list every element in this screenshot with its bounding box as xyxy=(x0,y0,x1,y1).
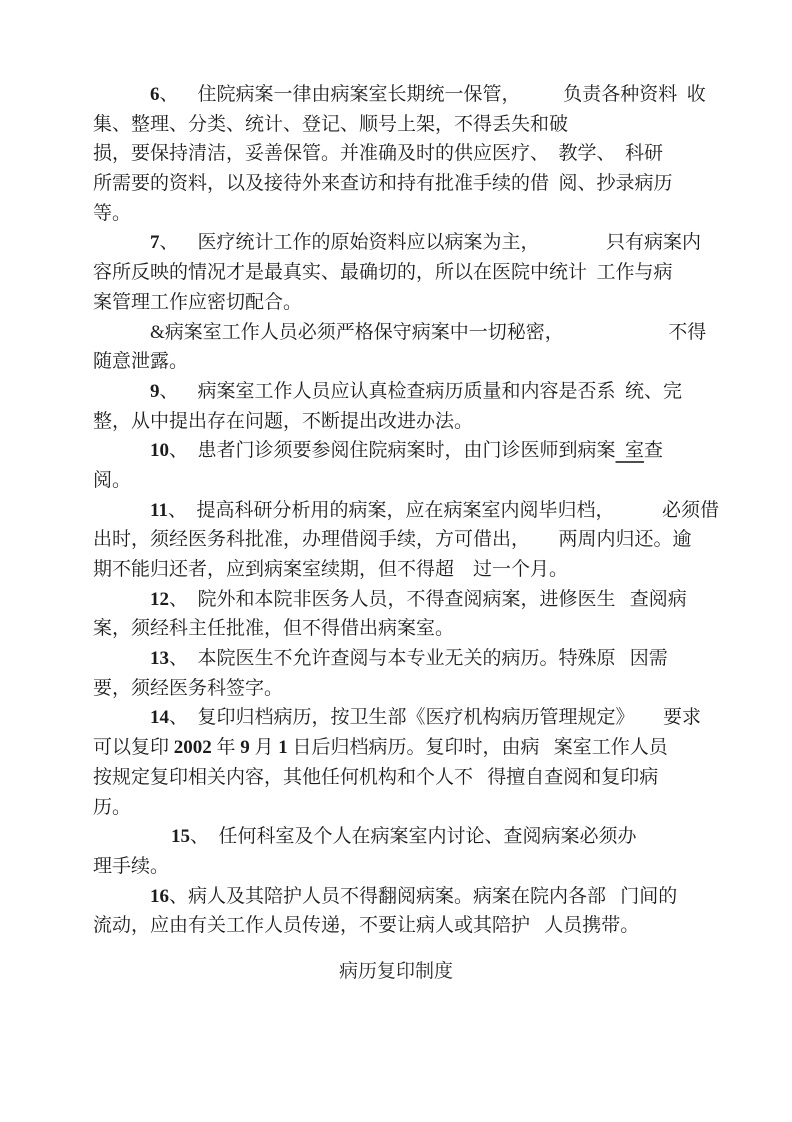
underlined-text: 室 xyxy=(615,440,645,462)
document-line xyxy=(93,80,718,110)
document-content xyxy=(93,80,718,941)
document-line xyxy=(93,169,718,199)
bold-number: 11 xyxy=(150,499,168,521)
bold-number: 9 xyxy=(240,737,250,759)
text-run: 流动，应由有关工作人员传递，不要让病人或其陪护 人员携带。 xyxy=(93,915,640,937)
text-run: 理手续。 xyxy=(93,855,170,877)
paragraph xyxy=(93,228,718,317)
document-line xyxy=(93,882,718,912)
document-line xyxy=(93,674,718,704)
document-line xyxy=(93,911,718,941)
text-run: 、 病案室工作人员应认真检查病历质量和内容是否系 统、完 xyxy=(159,380,683,402)
text-run: 出时，须经医务科批准，办理借阅手续，方可借出， 两周内归还。逾 xyxy=(93,529,692,551)
bold-number: 6 xyxy=(150,84,160,105)
text-run: 损，要保持清洁，妥善保管。并准确及时的供应医疗、 教学、 科研 xyxy=(93,143,664,165)
bold-number: 1 xyxy=(278,737,288,759)
document-line xyxy=(93,585,718,615)
bold-number: 15 xyxy=(171,826,190,848)
text-run: &病案室工作人员必须严格保守病案中一切秘密， 不得 xyxy=(150,321,707,343)
document-line xyxy=(93,496,718,526)
text-run: 容所反映的情况才是最真实、最确切的，所以在医院中统计 工作与病 xyxy=(93,262,673,284)
text-run: 等。 xyxy=(93,202,132,224)
bold-number: 9 xyxy=(150,380,160,402)
text-run: 、 本院医生不允许查阅与本专业无关的病历。特殊原 因需 xyxy=(169,648,668,670)
text-run: 整，从中提出存在问题，不断提出改进办法。 xyxy=(93,410,474,432)
text-run: 案管理工作应密切配合。 xyxy=(93,291,303,313)
document-line xyxy=(93,763,718,793)
paragraph xyxy=(93,318,718,377)
text-run: 、 任何科室及个人在病案室内讨论、查阅病案必须办 xyxy=(190,826,637,848)
document-line xyxy=(93,377,718,407)
document-line xyxy=(93,318,718,348)
document-line xyxy=(93,139,718,169)
text-run: 、 院外和本院非医务人员，不得查阅病案，进修医生 查阅病 xyxy=(169,588,687,610)
document-line xyxy=(93,614,718,644)
text-run: 、病人及其陪护人员不得翻阅病案。病案在院内各部 门间的 xyxy=(169,885,678,907)
text-run: 历。 xyxy=(93,796,132,818)
document-line xyxy=(93,525,718,555)
document-line xyxy=(93,733,718,763)
paragraph xyxy=(93,703,718,822)
text-run: 案，须经科主任批准，但不得借出病案室。 xyxy=(93,618,455,640)
document-line xyxy=(93,110,718,140)
document-line xyxy=(93,258,718,288)
bold-number: 10 xyxy=(150,440,169,462)
text-run: 、 患者门诊须要参阅住院病案时，由门诊医师到病案 xyxy=(169,440,616,462)
document-line xyxy=(93,347,718,377)
document-line xyxy=(93,466,718,496)
text-run: 日后归档病历。复印时，由病 案室工作人员 xyxy=(287,737,668,759)
document-line xyxy=(93,228,718,258)
text-run: 所需要的资料，以及接待外来查访和持有批准手续的借 阅、抄录病历 xyxy=(93,173,673,195)
document-line xyxy=(93,852,718,882)
document-line xyxy=(93,288,718,318)
text-run: 按规定复印相关内容，其他任何机构和个人不 得擅自查阅和复印病 xyxy=(93,766,659,788)
text-run: 集、整理、分类、统计、登记、顺号上架，不得丢失和破 xyxy=(93,113,569,135)
document-line xyxy=(93,793,718,823)
text-run: 月 xyxy=(249,737,279,759)
paragraph xyxy=(93,822,718,881)
text-run: 、 医疗统计工作的原始资料应以病案为主， 只有病案内 xyxy=(159,232,702,254)
bold-number: 12 xyxy=(150,588,169,610)
text-run: 随意泄露。 xyxy=(93,351,189,373)
paragraph xyxy=(93,585,718,644)
paragraph xyxy=(93,436,718,495)
document-line xyxy=(93,822,718,852)
text-run: 期不能归还者，应到病案室续期，但不得超 过一个月。 xyxy=(93,559,569,580)
paragraph xyxy=(93,377,718,436)
document-line xyxy=(93,555,718,585)
text-run: 查 xyxy=(644,440,664,462)
document-line xyxy=(93,199,718,229)
text-run: 可以复印 xyxy=(93,737,174,759)
paragraph xyxy=(93,80,718,228)
bold-number: 2002 xyxy=(173,737,212,759)
section-title: 病历复印制度 xyxy=(338,961,453,982)
text-run: 、 住院病案一律由病案室长期统一保管， 负责各种资料 收 xyxy=(159,84,706,105)
text-run: 要，须经医务科签字。 xyxy=(93,677,284,699)
text-run: 、 提高科研分析用的病案，应在病案室内阅毕归档， 必须借 xyxy=(167,499,719,521)
text-run: 年 xyxy=(211,737,241,759)
bold-number: 13 xyxy=(150,648,169,670)
bold-number: 7 xyxy=(150,232,160,254)
paragraph xyxy=(93,882,718,941)
document-line xyxy=(93,436,718,466)
document-line xyxy=(93,703,718,733)
document-line xyxy=(93,407,718,437)
bold-number: 14 xyxy=(150,707,169,729)
paragraph xyxy=(93,644,718,703)
bold-number: 16 xyxy=(150,885,169,907)
paragraph xyxy=(93,496,718,585)
text-run: 阅。 xyxy=(93,469,132,491)
text-run: 、 复印归档病历，按卫生部《医疗机构病历管理规定》 要求 xyxy=(169,707,702,729)
document-line xyxy=(93,644,718,674)
